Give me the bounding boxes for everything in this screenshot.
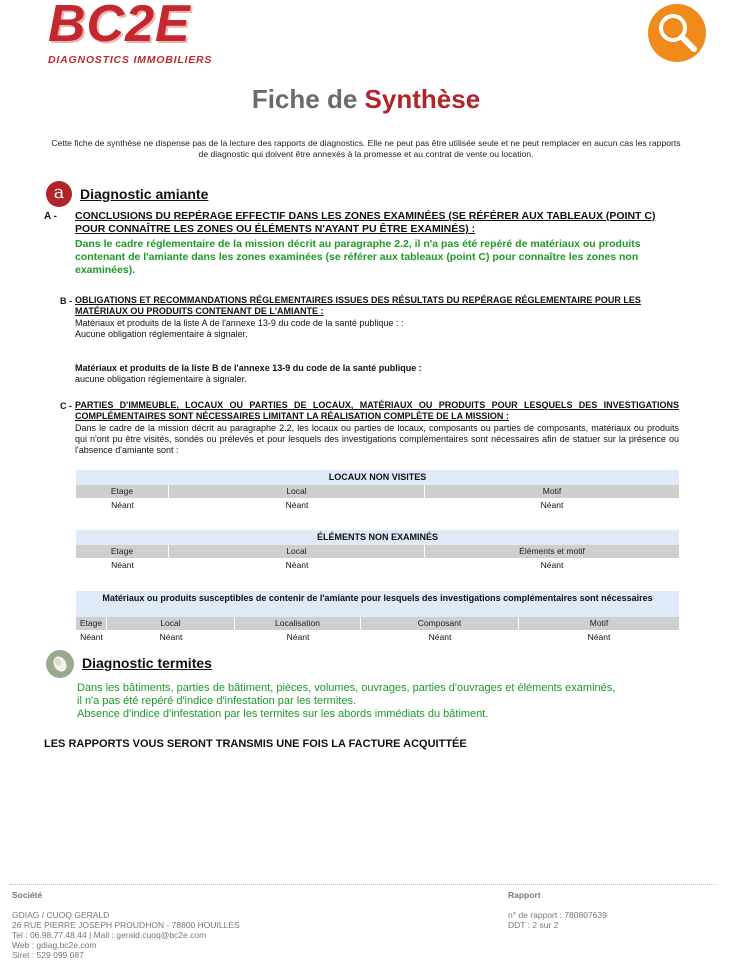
table-header [76, 545, 679, 558]
column-header: Éléments et motif [425, 545, 679, 558]
footer-line: Web : gdiag.bc2e.com [12, 940, 97, 950]
column-header: Motif [425, 485, 679, 498]
table-elements-non-examines [76, 530, 679, 572]
table-cell: Néant [540, 560, 564, 570]
item-b-heading: OBLIGATIONS ET RECOMMANDATIONS RÉGLEMENTAIRES ISSUES DES RÉSULTATS DU REPÉRAGE RÉGLEMENTAIRE POUR LES MATÉRIAUX OU PRODUITS CONTENANT DE L'AMIANTE : [75, 295, 641, 316]
title-part-1: Fiche de [251, 84, 358, 114]
item-c-heading: PARTIES D'IMMEUBLE, LOCAUX OU PARTIES DE LOCAUX, MATÉRIAUX OU PRODUITS POUR LESQUELS DES INVESTIGATIONS COMPLÉMENTAIRES SONT NÉCESSAIRES LIMITANT LA RÉALISATION COMPLÈTE DE LA MISSION : [75, 400, 679, 421]
table-row [76, 558, 679, 572]
item-c-letter: C - [60, 401, 72, 411]
table-cell: Néant [285, 500, 309, 510]
title-part-2: Synthèse [364, 84, 481, 114]
column-header: Etage [76, 485, 169, 498]
column-header: Composant [361, 617, 519, 630]
footer-rapport [508, 910, 607, 930]
column-header: Etage [76, 545, 169, 558]
footer-divider [10, 884, 716, 885]
table-cell: Néant [111, 560, 134, 570]
item-a-heading: CONCLUSIONS DU REPÉRAGE EFFECTIF DANS LES ZONES EXAMINÉES (SE RÉFÉRER AUX TABLEAUX (POINT C) POUR CONNAÎTRE LES ZONES OU ÉLÉMENTS N'AYANT PU ÊTRE EXAMINÉS) : [75, 210, 656, 235]
termite-icon [46, 650, 74, 678]
amiante-icon [46, 181, 72, 207]
termites-line-2: il n'a pas été repéré d'indice d'infestation par les termites. [77, 695, 357, 707]
table-cell: Néant [159, 632, 183, 642]
list-a-value: Aucune obligation réglementaire à signaler. [75, 329, 248, 339]
footer-societe [12, 910, 240, 960]
footer-societe-label: Société [12, 890, 43, 900]
amiante-section-title: Diagnostic amiante [80, 186, 209, 202]
footer-line: Siret : 529 099 087 [12, 950, 84, 960]
column-header: Local [169, 545, 425, 558]
table-cell: Néant [286, 632, 310, 642]
table-header [76, 485, 679, 498]
termites-section-title: Diagnostic termites [82, 655, 212, 671]
table-cell: Néant [80, 632, 103, 642]
list-b-label: Matériaux et produits de la liste B de l'annexe 13-9 du code de la santé publique : [75, 363, 422, 373]
list-b-value: aucune obligation réglementaire à signaler. [75, 374, 247, 384]
termites-line-1: Dans les bâtiments, parties de bâtiment, pièces, volumes, ouvrages, parties d'ouvrages et éléments examinés, [77, 682, 616, 694]
table-cell: Néant [587, 632, 611, 642]
column-header: Local [107, 617, 235, 630]
amiante-conclusion: Dans le cadre réglementaire de la mission décrit au paragraphe 2.2, il n'a pas été repéré de matériaux ou produits contenant de l'amiante dans les zones examinées (se référer aux tableaux (point C) pour connaître les zones non examinées). [75, 238, 641, 276]
column-header: Localisation [235, 617, 361, 630]
table-title: ÉLÉMENTS NON EXAMINÉS [76, 530, 679, 545]
logo-subtitle: DIAGNOSTICS IMMOBILIERS [48, 54, 213, 66]
item-c-text: Dans le cadre de la mission décrit au paragraphe 2.2, les locaux ou parties de locaux, composants ou parties de composants, matériaux ou produits qui n'ont pu être visités, sondés ou prélevés et pour lesquels des investigations complémentaires sont nécessaires afin de statuer sur la présence ou l'absence d'amiante sont : [75, 423, 679, 455]
footer-line: GDIAG / CUOQ GERALD [12, 910, 110, 920]
table-cell: Néant [428, 632, 452, 642]
footer-line: 26 RUE PIERRE JOSEPH PROUDHON - 78800 HOUILLES [12, 920, 240, 930]
item-a-letter: A - [44, 211, 57, 222]
termites-line-3: Absence d'indice d'infestation par les termites sur les abords immédiats du bâtiment. [77, 708, 489, 720]
table-row [76, 498, 679, 512]
table-materiaux-produits [76, 591, 679, 644]
table-cell: Néant [111, 500, 134, 510]
footer-line: n° de rapport : 780807639 [508, 910, 607, 920]
company-logo [44, 0, 264, 66]
search-button[interactable] [648, 4, 706, 62]
column-header: Local [169, 485, 425, 498]
table-title: LOCAUX NON VISITES [76, 470, 679, 485]
amiante-icon-letter: a [53, 182, 65, 203]
page-title [0, 84, 732, 115]
item-b-letter: B - [60, 296, 72, 306]
termites-icon [46, 650, 74, 678]
table-row [76, 630, 679, 644]
footer-line: DDT : 2 sur 2 [508, 920, 559, 930]
footer-line: Tel : 06.98.77.48.44 | Mail : gerald.cuoq@bc2e.com [12, 930, 207, 940]
disclaimer: Cette fiche de synthèse ne dispense pas de la lecture des rapports de diagnostics. Elle ne peut pas être utilisée seule et ne peut remplacer en aucun cas les rapports de diagnostic qui doivent être annexés à la promesse et au contrat de vente ou location. [51, 138, 681, 159]
logo-text: BC2E [48, 0, 191, 53]
footer-rapport-label: Rapport [508, 890, 541, 900]
final-note: LES RAPPORTS VOUS SERONT TRANSMIS UNE FOIS LA FACTURE ACQUITTÉE [44, 738, 467, 750]
list-a-label: Matériaux et produits de la liste A de l'annexe 13-9 du code de la santé publique : : [75, 318, 404, 328]
column-header: Etage [76, 617, 107, 630]
search-icon [648, 4, 706, 62]
table-title: Matériaux ou produits susceptibles de contenir de l'amiante pour lesquels des investigations complémentaires sont nécessaires [76, 591, 679, 617]
column-header: Motif [519, 617, 679, 630]
table-header [76, 617, 679, 630]
table-locaux-non-visites [76, 470, 679, 512]
table-cell: Néant [285, 560, 309, 570]
table-cell: Néant [540, 500, 564, 510]
